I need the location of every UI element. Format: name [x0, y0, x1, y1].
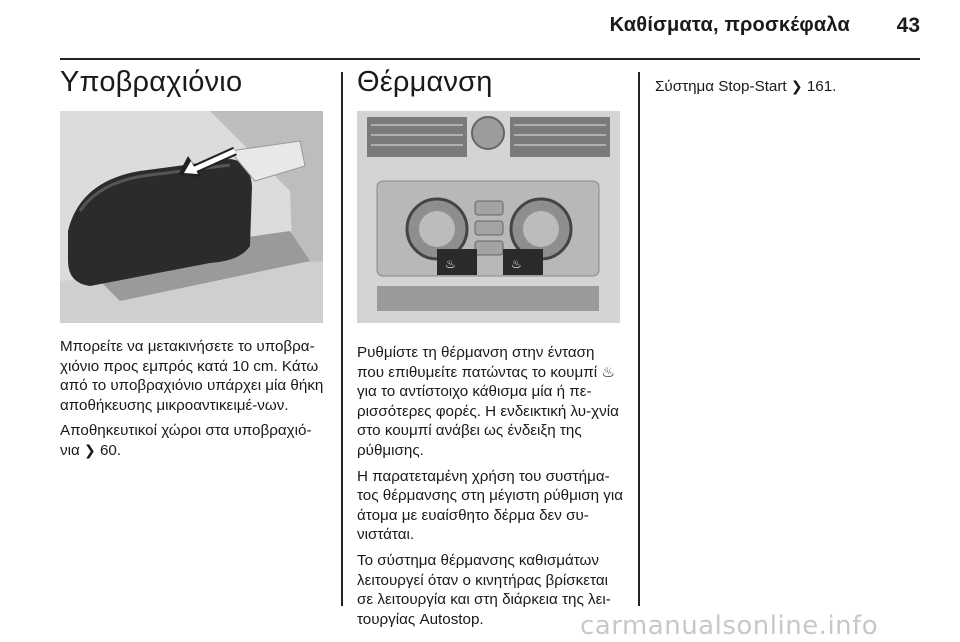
right-text-block: [655, 77, 915, 97]
heating-operation: Το σύστημα θέρμανσης καθισμάτων λειτουργεί όταν ο κινητήρας βρίσκεται σε λειτουργία και στη διάρκεια της λει-τουργίας Autostop.: [357, 551, 611, 628]
armrest-figure: [60, 111, 323, 323]
heating-warning: Η παρατεταμένη χρήση του συστήμα-τος θέρμανσης στη μέγιστη ρύθμιση για άτομα με ευαίσθητο δέρμα δεν συ-νιστάται.: [357, 467, 623, 544]
header-rule: [60, 58, 920, 60]
heating-instructions: [357, 343, 625, 461]
chevron-right-icon: ❯: [83, 441, 96, 458]
svg-text:♨: ♨: [511, 257, 522, 271]
stop-start-reference-page[interactable]: 161.: [806, 78, 837, 95]
storage-reference: [60, 421, 328, 460]
section-title-heating: Θέρμανση: [357, 66, 493, 98]
seat-heating-icon: ♨: [601, 363, 615, 381]
column-divider-left: [341, 72, 343, 606]
section-title-armrest: Υποβραχιόνιο: [60, 66, 243, 98]
running-header-title: Καθίσματα, προσκέφαλα: [609, 14, 850, 36]
page-number: 43: [896, 14, 920, 37]
heating-instructions-b: για το αντίστοιχο κάθισμα μία ή πε-ρισσότερες φορές. Η ενδεικτική λυ-χνία στο κουμπί ανάβει ως ένδειξη της ρύθμισης.: [357, 383, 619, 459]
storage-reference-page[interactable]: 60.: [99, 441, 122, 459]
middle-text-block: [357, 343, 625, 635]
storage-reference-text: Αποθηκευτικοί χώροι στα υποβραχιό-νια: [60, 422, 312, 459]
armrest-description: Μπορείτε να μετακινήσετε το υποβρα-χιόνιο προς εμπρός κατά 10 cm. Κάτω από το υποβραχιόνιο υπάρχει μία θήκη αποθήκευσης μικροαντικειμέ-νων.: [60, 338, 324, 414]
column-divider-right: [638, 72, 640, 606]
left-text-block: [60, 337, 328, 467]
svg-text:♨: ♨: [445, 257, 456, 271]
heating-instructions-a: Ρυθμίστε τη θέρμανση στην ένταση που επιθυμείτε πατώντας το κουμπί: [357, 344, 598, 381]
heating-controls-figure: [357, 111, 620, 323]
chevron-right-icon: ❯: [790, 78, 803, 94]
stop-start-reference-text: Σύστημα Stop-Start: [655, 78, 787, 95]
watermark: carmanualsonline.info: [580, 611, 879, 641]
